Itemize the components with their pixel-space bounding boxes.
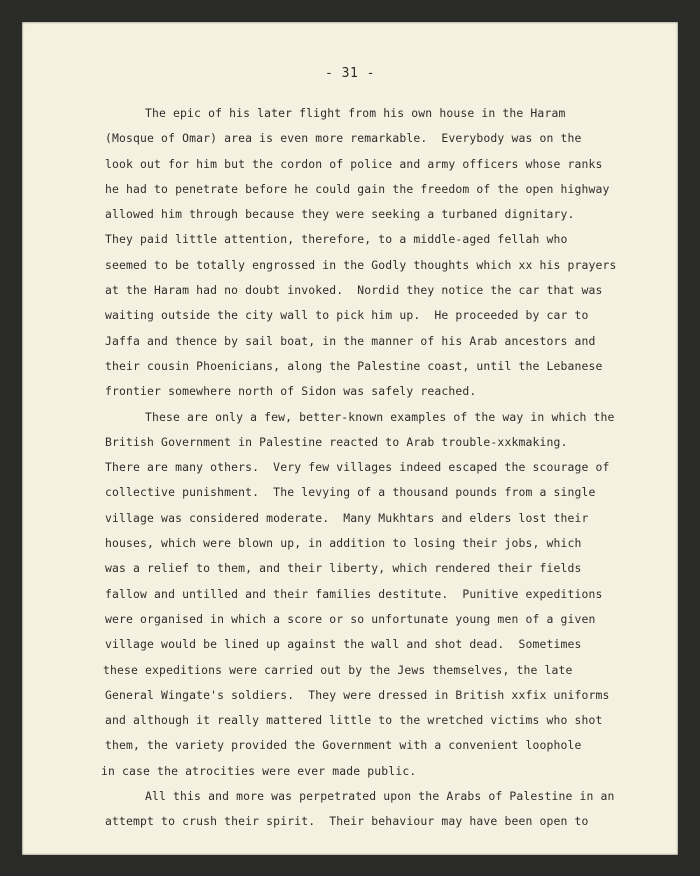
text-line: seemed to be totally engrossed in the Godly thoughts which xx his prayers (105, 257, 617, 272)
body-text (101, 101, 685, 835)
text-line: look out for him but the cordon of police and army officers whose ranks (105, 156, 603, 171)
page-number: - 31 - (325, 66, 375, 81)
text-line: their cousin Phoenicians, along the Palestine coast, until the Lebanese (105, 358, 603, 373)
text-line: them, the variety provided the Government with a convenient loophole (105, 738, 582, 753)
text-line: Jaffa and thence by sail boat, in the manner of his Arab ancestors and (105, 333, 596, 348)
text-line: British Government in Palestine reacted to Arab trouble-xxkmaking. (105, 434, 568, 449)
text-line: village was considered moderate. Many Mukhtars and elders lost their (105, 510, 589, 525)
text-line: General Wingate's soldiers. They were dressed in British xxfix uniforms (105, 687, 610, 702)
text-line: collective punishment. The levying of a thousand pounds from a single (105, 485, 596, 500)
text-line: The epic of his later flight from his own house in the Haram (145, 106, 566, 120)
text-line: and although it really mattered little to the wretched victims who shot (105, 713, 603, 728)
text-line: houses, which were blown up, in addition to losing their jobs, which (105, 536, 582, 551)
text-line: at the Haram had no doubt invoked. Nordid they notice the car that was (105, 283, 603, 298)
text-line: (Mosque of Omar) area is even more remarkable. Everybody was on the (105, 131, 582, 146)
text-line: were organised in which a score or so unfortunate young men of a given (105, 611, 596, 626)
text-line: was a relief to them, and their liberty, which rendered their fields (105, 561, 582, 576)
text-line: They paid little attention, therefore, to a middle-aged fellah who (105, 232, 568, 247)
text-line: attempt to crush their spirit. Their behaviour may have been open to (105, 814, 589, 829)
typewritten-page (22, 22, 678, 855)
text-line: These are only a few, better-known examples of the way in which the (145, 409, 615, 424)
text-line: allowed him through because they were seeking a turbaned dignitary. (105, 207, 575, 222)
text-line: fallow and untilled and their families destitute. Punitive expeditions (105, 586, 603, 601)
text-line: he had to penetrate before he could gain the freedom of the open highway (105, 181, 610, 196)
text-line: All this and more was perpetrated upon the Arabs of Palestine in an (145, 789, 615, 804)
text-line: There are many others. Very few villages indeed escaped the scourage of (105, 460, 610, 475)
text-line: frontier somewhere north of Sidon was safely reached. (105, 384, 477, 399)
text-line: waiting outside the city wall to pick him up. He proceeded by car to (105, 308, 589, 323)
text-line: in case the atrocities were ever made public. (101, 763, 417, 778)
text-line: these expeditions were carried out by the Jews themselves, the late (103, 662, 573, 677)
text-line: village would be lined up against the wall and shot dead. Sometimes (105, 637, 582, 652)
